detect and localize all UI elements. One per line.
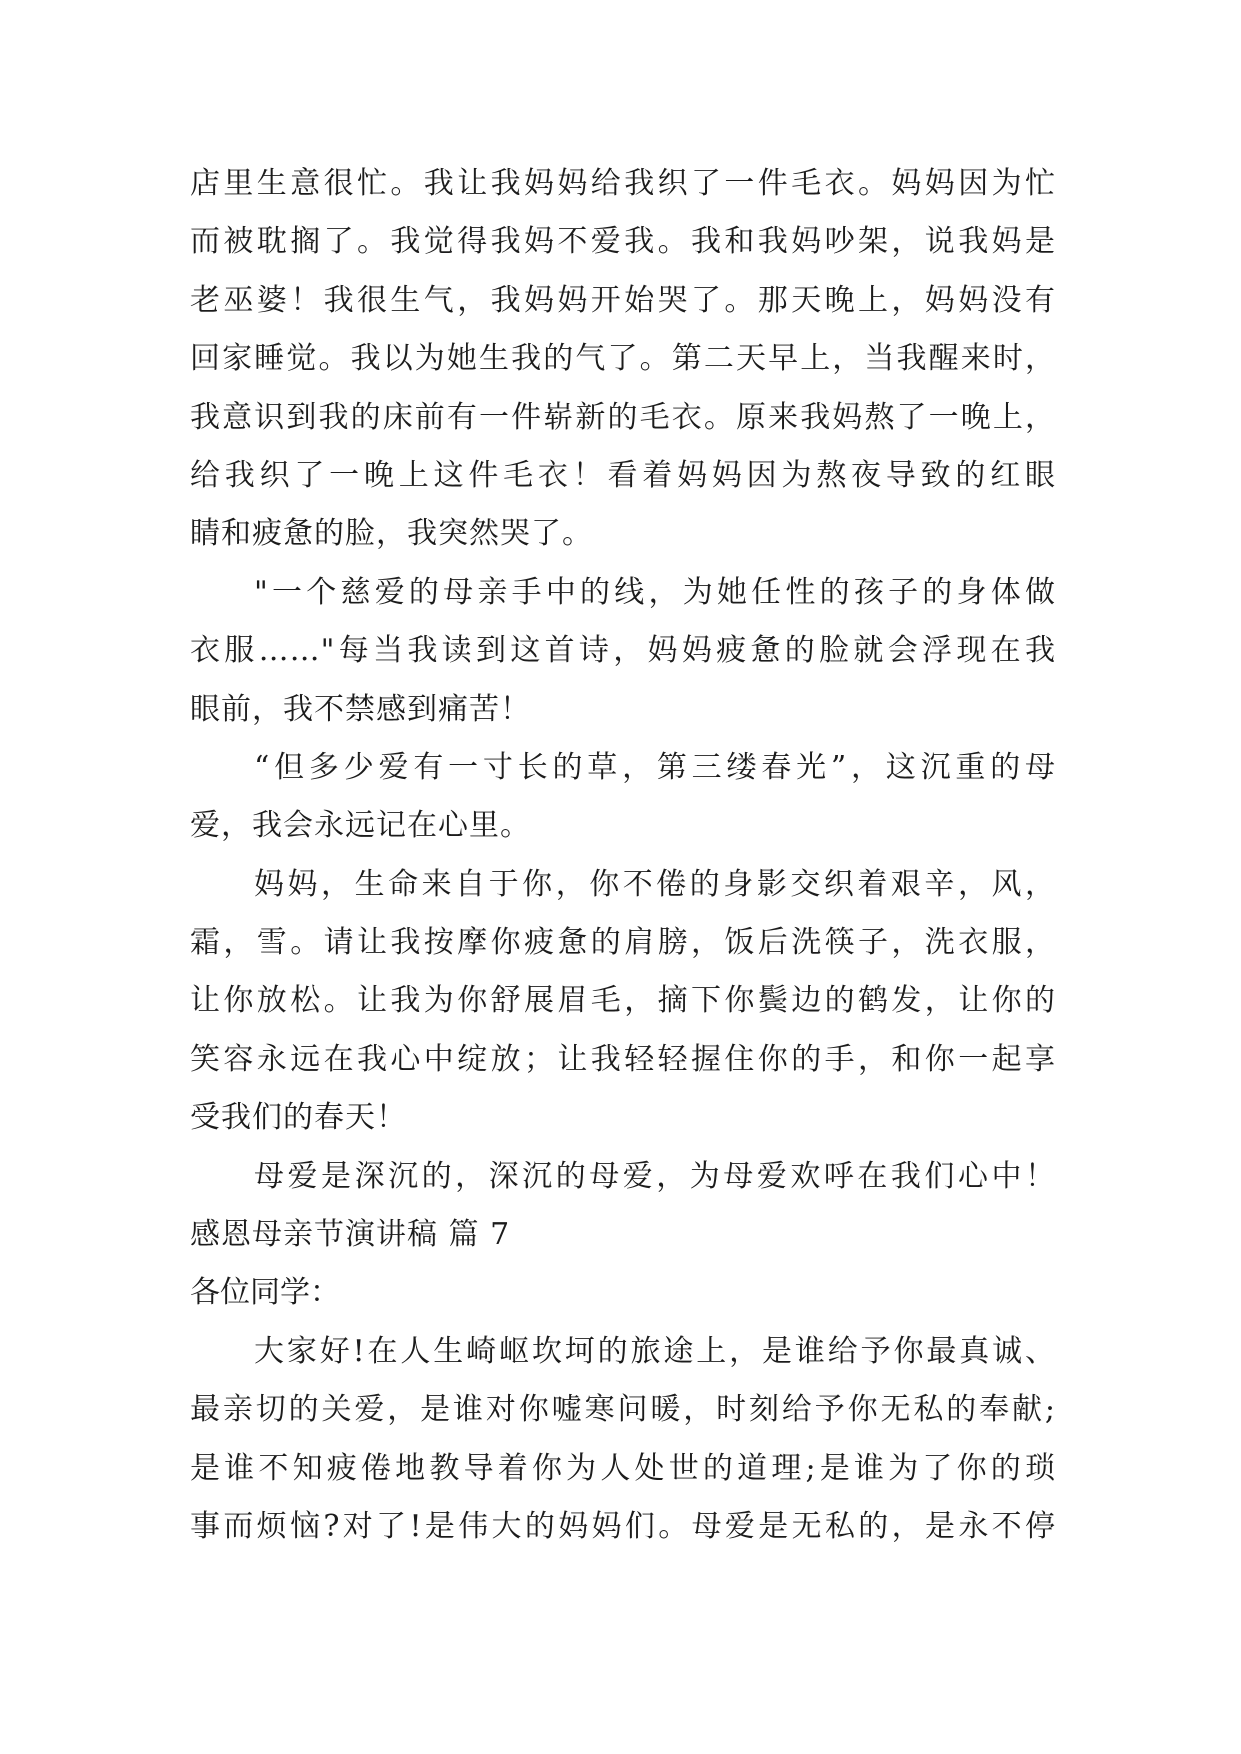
text-line: 睛和疲惫的脸，我突然哭了。 — [190, 516, 593, 552]
paragraph — [190, 155, 1056, 564]
text-line: 眼前，我不禁感到痛苦！ — [190, 691, 531, 727]
text-line: 给我织了一晚上这件毛衣！看着妈妈因为熬夜导致的红眼 — [190, 457, 1056, 493]
text-line: 霜，雪。请让我按摩你疲惫的肩膀，饭后洗筷子，洗衣服， — [190, 925, 1056, 961]
text-line: 爱，我会永远记在心里。 — [190, 808, 531, 844]
text-line: 回家睡觉。我以为她生我的气了。第二天早上，当我醒来时， — [190, 341, 1056, 377]
paragraph — [190, 856, 1056, 1148]
paragraph — [190, 564, 1056, 739]
text-line: “但多少爱有一寸长的草，第三缕春光”，这沉重的母 — [254, 749, 1056, 785]
text-line: 最亲切的关爱，是谁对你嘘寒问暖，时刻给予你无私的奉献; — [190, 1392, 1056, 1428]
text-line: 母爱是深沉的，深沉的母爱，为母爱欢呼在我们心中！ — [254, 1158, 1056, 1194]
text-line: 事而烦恼?对了!是伟大的妈妈们。母爱是无私的，是永不停 — [190, 1508, 1056, 1544]
text-line: 大家好!在人生崎岖坎坷的旅途上，是谁给予你最真诚、 — [254, 1333, 1056, 1369]
text-line: 老巫婆！我很生气，我妈妈开始哭了。那天晚上，妈妈没有 — [190, 282, 1056, 318]
text-line: 而被耽搁了。我觉得我妈不爱我。我和我妈吵架，说我妈是 — [190, 224, 1056, 260]
salutation: 各位同学： — [190, 1275, 340, 1311]
text-line: 妈妈，生命来自于你，你不倦的身影交织着艰辛，风， — [254, 866, 1056, 902]
text-line: 我意识到我的床前有一件崭新的毛衣。原来我妈熬了一晚上， — [190, 399, 1056, 435]
document-body — [190, 155, 1056, 1556]
text-line: 让你放松。让我为你舒展眉毛，摘下你鬓边的鹤发，让你的 — [190, 983, 1056, 1019]
text-line: "一个慈爱的母亲手中的线，为她任性的孩子的身体做 — [254, 574, 1056, 610]
paragraph — [190, 739, 1056, 856]
text-line: 是谁不知疲倦地教导着你为人处世的道理;是谁为了你的琐 — [190, 1450, 1056, 1486]
paragraph — [190, 1323, 1056, 1557]
text-line: 笑容永远在我心中绽放；让我轻轻握住你的手，和你一起享 — [190, 1041, 1056, 1077]
text-line: 衣服……"每当我读到这首诗，妈妈疲惫的脸就会浮现在我 — [190, 633, 1056, 669]
text-line: 店里生意很忙。我让我妈妈给我织了一件毛衣。妈妈因为忙 — [190, 166, 1056, 201]
text-line: 受我们的春天！ — [190, 1100, 407, 1136]
paragraph — [190, 1148, 1056, 1206]
section-heading: 感恩母亲节演讲稿 篇 7 — [190, 1217, 511, 1253]
